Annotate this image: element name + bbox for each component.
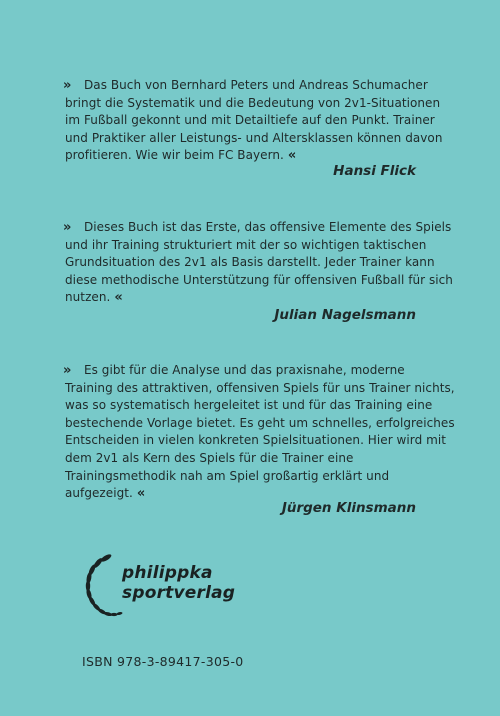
quote-body: Es gibt für die Analyse und das praxisnahe, moderne Training des attraktiven, offensiven Spiels für uns Trainer nichts, was so systematisch hergeleitet ist und für das Training eine bestechende Vorlage bietet. Es geht um schnelles, erfolgreiches Entscheiden in vielen konkreten Spielsituationen. Hier wird mit dem 2v1 als Kern des Spiels für die Trainer eine Trainingsmethodik nah am Spiel großartig erklärt und aufgezeigt. (65, 363, 455, 501)
publisher-name-line2: sportverlag (122, 583, 236, 603)
swirl-logo-icon (82, 548, 126, 628)
open-quote-mark: » (63, 363, 70, 378)
quote-hansi-flick (65, 77, 455, 165)
quote-body: Dieses Buch ist das Erste, das offensive Elemente des Spiels und ihr Training strukturiert mit der so wichtigen taktischen Grundsituation des 2v1 als Basis darstellt. Jeder Trainer kann diese methodische Unterstützung für offensiven Fußball für sich nutzen. (65, 220, 453, 305)
open-quote-mark: » (63, 220, 70, 235)
close-quote-mark: « (136, 486, 144, 502)
quote-author: Julian Nagelsmann (274, 307, 416, 323)
quote-body: Das Buch von Bernhard Peters und Andreas Schumacher bringt die Systematik und die Bedeutung von 2v1-Situationen im Fußball gekonnt und mit Detailtiefe auf den Punkt. Trainer und Praktiker aller Leistungs- und Altersklassen können davon profitieren. Wie wir beim FC Bayern. (65, 78, 443, 163)
quote-julian-nagelsmann (65, 219, 455, 307)
quote-author: Hansi Flick (333, 163, 416, 179)
close-quote-mark: « (287, 148, 295, 164)
quote-author: Jürgen Klinsmann (281, 500, 416, 516)
publisher-logo (82, 548, 282, 628)
publisher-name-line1: philippka (122, 563, 213, 583)
quote-text (65, 362, 455, 503)
open-quote-mark: » (63, 78, 70, 93)
quote-text (65, 77, 455, 165)
isbn: ISBN 978-3-89417-305-0 (82, 654, 244, 669)
quote-text (65, 219, 455, 307)
close-quote-mark: « (114, 290, 121, 306)
publisher-name (122, 563, 235, 603)
quote-juergen-klinsmann (65, 362, 455, 503)
